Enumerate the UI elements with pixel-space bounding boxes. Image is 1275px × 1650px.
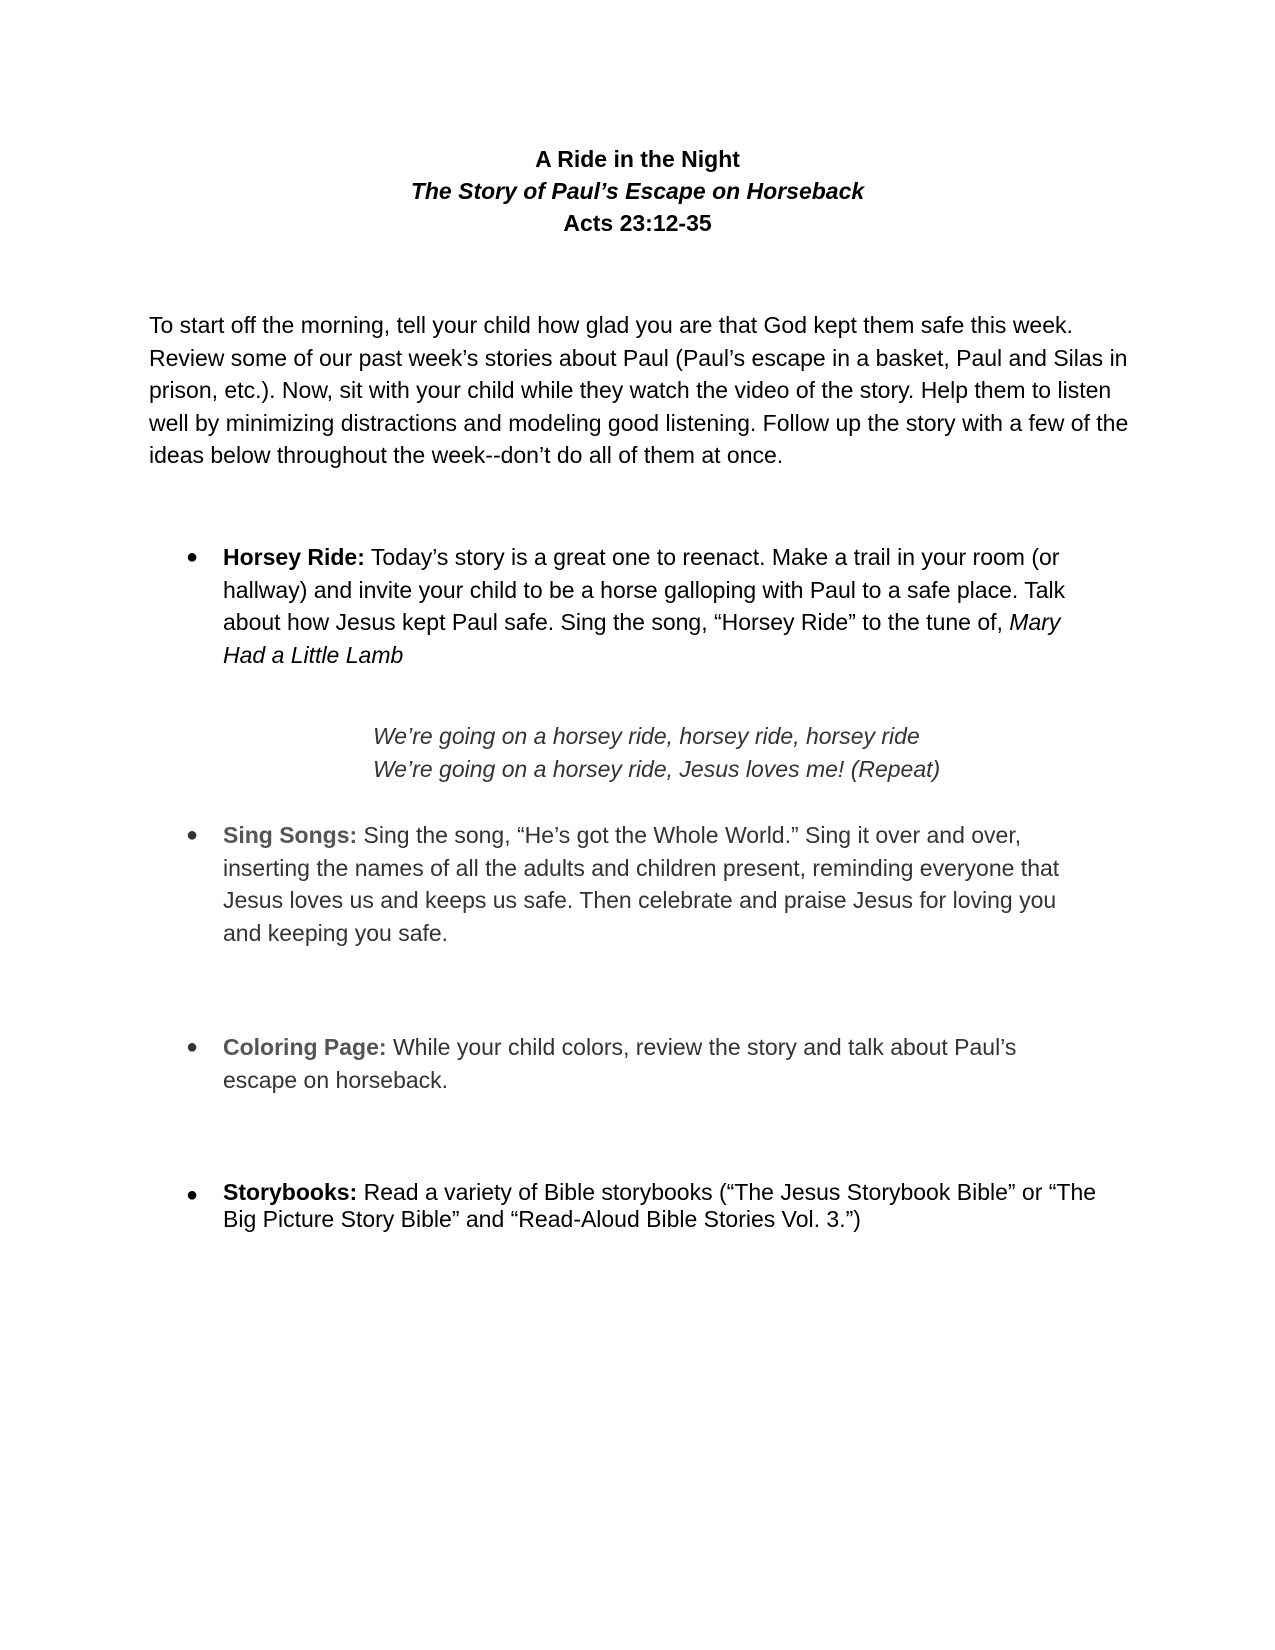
bullet-icon: ● bbox=[186, 1184, 199, 1206]
list-item-label: Sing Songs: bbox=[223, 822, 358, 848]
bullet-icon: ● bbox=[186, 824, 199, 846]
list-item-label: Storybooks: bbox=[223, 1179, 358, 1205]
list-item-label: Coloring Page: bbox=[223, 1034, 387, 1060]
song-lyrics bbox=[373, 720, 1073, 785]
list-item-body: Read a variety of Bible storybooks (“The Jesus Storybook Bible” or “The Big Picture Story Bible” and “Read-Aloud Bible Stories Vol. 3.”) bbox=[223, 1179, 1097, 1232]
page-title: A Ride in the Night bbox=[535, 146, 740, 172]
lyric-line: We’re going on a horsey ride, horsey ride, horsey ride bbox=[373, 723, 920, 749]
song-tune-title: Mary Had a Little Lamb bbox=[223, 609, 1061, 668]
list-item-text bbox=[223, 819, 1093, 949]
lyric-line: We’re going on a horsey ride, Jesus loves me! (Repeat) bbox=[373, 755, 941, 782]
list-item-text bbox=[223, 1031, 1093, 1096]
list-item-text bbox=[223, 1179, 1123, 1233]
list-item-label: Horsey Ride: bbox=[223, 544, 365, 570]
bullet-icon: ● bbox=[186, 1036, 199, 1058]
title-block bbox=[0, 143, 1275, 239]
list-item-body: Today’s story is a great one to reenact. Make a trail in your room (or hallway) and invite your child to be a horse galloping with Paul to a safe place. Talk about how Jesus kept Paul safe. Sing the song, “Horsey Ride” to the tune of, bbox=[223, 544, 1066, 636]
list-item-body: Sing the song, “He’s got the Whole World.” Sing it over and over, inserting the names of all the adults and children present, reminding everyone that Jesus loves us and keeps us safe. Then celebrate and praise Jesus for loving you and keeping you safe. bbox=[223, 822, 1060, 946]
page-subtitle: The Story of Paul’s Escape on Horseback bbox=[410, 178, 865, 204]
list-item-body: While your child colors, review the story and talk about Paul’s escape on horseback. bbox=[223, 1034, 1017, 1093]
scripture-reference: Acts 23:12-35 bbox=[563, 210, 712, 236]
intro-paragraph: To start off the morning, tell your child how glad you are that God kept them safe this week. Review some of our past week’s stories about Paul (Paul’s escape in a basket, Paul and Silas in prison, etc.). Now, sit with your child while they watch the video of the story. Help them to listen well by minimizing distractions and modeling good listening. Follow up the story with a few of the ideas below throughout the week--don’t do all of them at once. bbox=[149, 312, 1129, 469]
list-item-text bbox=[223, 541, 1103, 671]
bullet-icon: ● bbox=[186, 546, 199, 568]
